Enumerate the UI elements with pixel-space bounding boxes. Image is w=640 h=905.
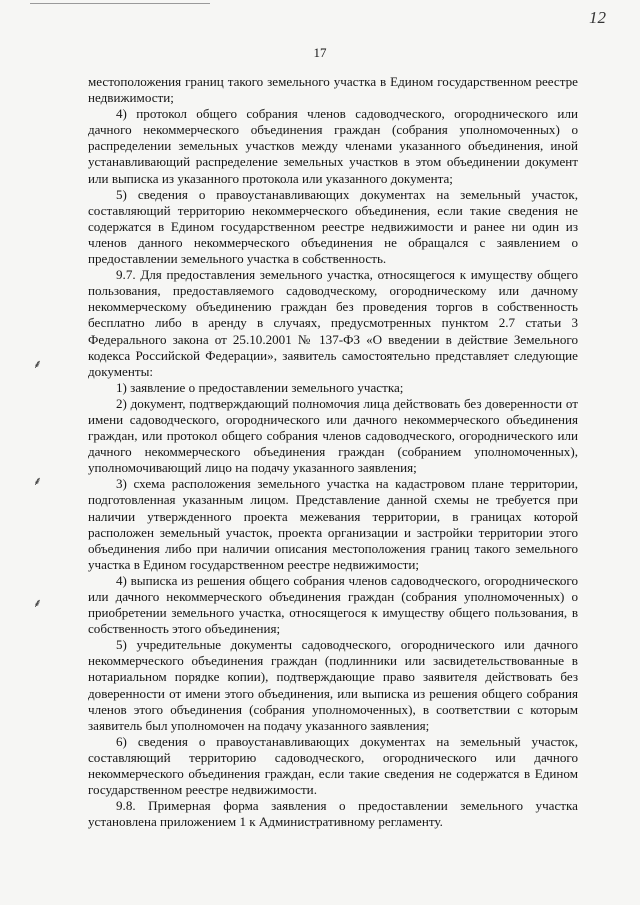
paragraph: 5) сведения о правоустанавливающих документах на земельный участок, составляющий территорию некоммерческого объединения, если такие сведения не содержатся в Едином государственном реестре недвижимости и ранее ни один из членов данного некоммерческого объединения не обращался с заявлением о предоставлении земельного участка в собственность.: [88, 186, 578, 267]
paragraph: 9.7. Для предоставления земельного участка, относящегося к имуществу общего пользования, предоставляемого садоводческому, огородническому или дачному некоммерческому объединению граждан без проведения торгов в собственность бесплатно либо в аренду в случаях, предусмотренных пунктом 2.7 статьи 3 Федерального закона от 25.10.2001 № 137-ФЗ «О введении в действие Земельного кодекса Российской Федерации», заявитель самостоятельно представляет следующие документы:: [88, 267, 578, 379]
paragraph: 2) документ, подтверждающий полномочия лица действовать без доверенности от имени садоводческого, огороднического или дачного некоммерческого объединения граждан, или протокол общего собрания членов садоводческого, огороднического или дачного некоммерческого объединения граждан (собранием уполномоченных), уполномочивающий лицо на подачу указанного заявления;: [88, 395, 578, 476]
document-body: [88, 74, 578, 830]
top-edge-line: [30, 3, 210, 4]
punch-mark-2: ⸙: [33, 474, 43, 488]
paragraph: 1) заявление о предоставлении земельного участка;: [116, 379, 404, 395]
paragraph: 3) схема расположения земельного участка на кадастровом плане территории, подготовленная указанным лицом. Представление данной схемы не требуется при наличии утвержденного проекта межевания территории, в границах которой расположен земельный участок, проекта организации и застройки территории этого объединения либо при наличии описания местоположения границ такого земельного участка в Едином государственном реестре недвижимости;: [88, 476, 578, 572]
paragraph: 6) сведения о правоустанавливающих документах на земельный участок, составляющий территорию садоводческого, огороднического или дачного некоммерческого объединения граждан, если такие сведения не содержатся в Едином государственном реестре недвижимости.: [88, 733, 578, 798]
punch-mark-3: ⸙: [33, 596, 43, 610]
paragraph: 4) протокол общего собрания членов садоводческого, огороднического или дачного некоммерческого объединения граждан (собрания уполномоченных) о распределении земельных участков между членами указанного объединения, иной устанавливающий распределение земельных участков в этом объединении документ или выписка из указанного протокола или указанного документа;: [88, 106, 578, 186]
page-number: 17: [313, 45, 327, 60]
paragraph: 9.8. Примерная форма заявления о предоставлении земельного участка установлена приложением 1 к Административному регламенту.: [88, 798, 578, 830]
punch-mark-1: ⸙: [33, 357, 43, 371]
paragraph: 4) выписка из решения общего собрания членов садоводческого, огороднического или дачного некоммерческого объединения граждан (собрания уполномоченных) о приобретении земельного участка, относящегося к имуществу общего пользования, в собственность этого объединения;: [88, 572, 578, 637]
paragraph: 5) учредительные документы садоводческого, огороднического или дачного некоммерческого объединения граждан (подлинники или засвидетельствованные в нотариальном порядке копии), подтверждающие право заявителя действовать без доверенности от имени этого объединения, или выписка из решения общего собрания членов этого объединения (собрания уполномоченных), в соответствии с которым заявитель был уполномочен на подачу указанного заявления;: [88, 637, 578, 733]
paragraph: местоположения границ такого земельного участка в Едином государственном реестре недвижимости;: [88, 74, 578, 106]
handwritten-page-mark: 12: [589, 8, 606, 27]
